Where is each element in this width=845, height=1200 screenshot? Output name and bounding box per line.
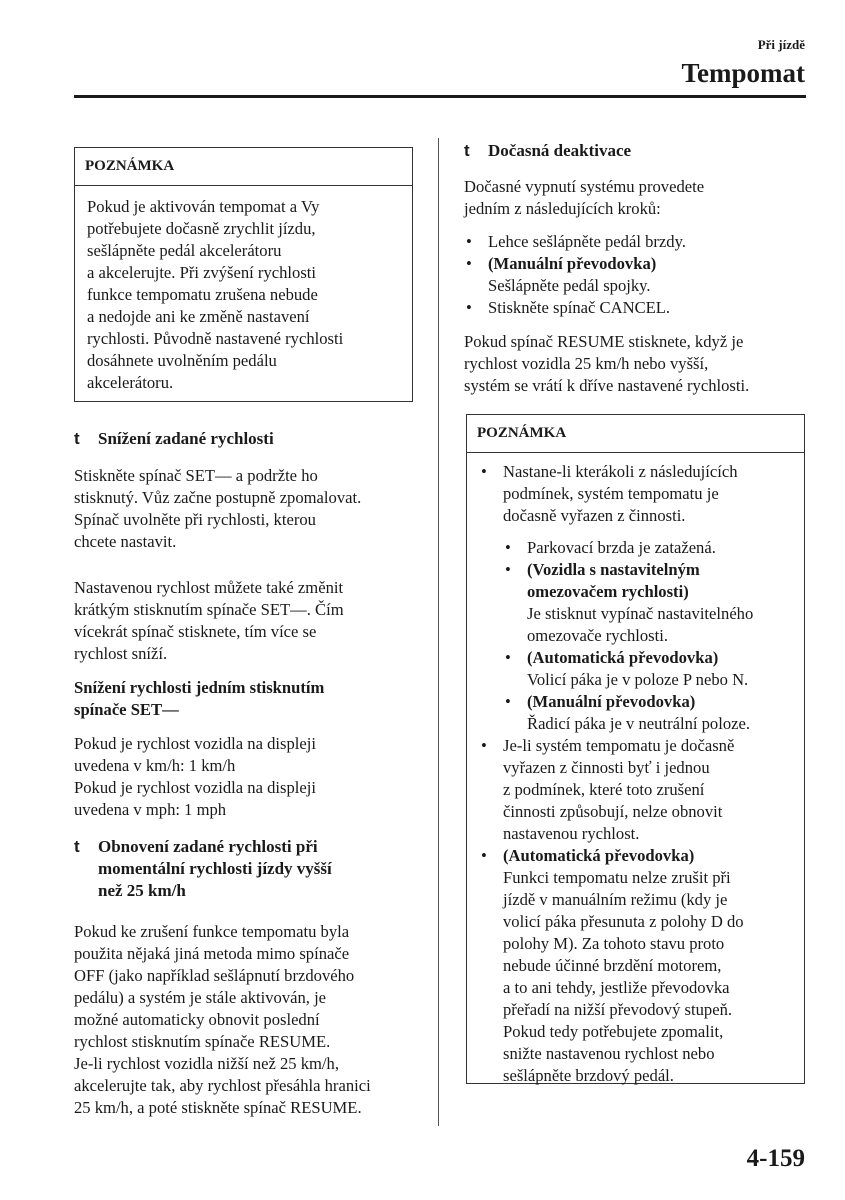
note-line: rychlosti. Původně nastavené rychlosti	[87, 329, 344, 348]
subheading: Snížení rychlosti jedním stisknutím spínače SET—	[74, 678, 325, 719]
note-heading: POZNÁMKA	[467, 415, 804, 453]
list-item: • Stiskněte spínač CANCEL.	[464, 297, 806, 319]
list-item: • (Manuální převodovka) Sešlápněte pedál spojky.	[464, 253, 806, 297]
list-item: • Parkovací brzda je zatažená.	[503, 537, 792, 559]
note-box-2	[466, 414, 805, 1084]
paragraph: Stiskněte spínač SET— a podržte ho stisknutý. Vůz začne postupně zpomalovat. Spínač uvolněte při rychlosti, kterou chcete nastavit.	[74, 466, 362, 551]
section-header: Při jízdě	[757, 37, 805, 52]
section-heading-deactivation: t Dočasná deaktivace	[464, 141, 632, 160]
note-line: funkce tempomatu zrušena nebude	[87, 285, 318, 304]
bullet-marker-icon: t	[464, 141, 470, 160]
header-rule	[74, 95, 806, 98]
note-line: a akcelerujte. Při zvýšení rychlosti	[87, 263, 317, 282]
bullet-marker-icon: t	[74, 429, 80, 448]
list-item: • Nastane-li kterákoli z následujících podmínek, systém tempomatu je dočasně vyřazen z činnosti. • Parkovací brzda je zatažená. • (Vozidla s nastavitelným omezovačem rychlosti) Je stisknut vypínač nastavitelného omezovače rychlosti. • (Automatická převodovka) Volicí páka je v poloze P nebo N. • (Manuální převodovka) Řadicí páka je v neutrální poloze.	[479, 461, 792, 735]
note-line: sešlápněte pedál akcelerátoru	[87, 241, 282, 260]
note-line: dosáhnete uvolněním pedálu	[87, 351, 277, 370]
paragraph: Pokud spínač RESUME stisknete, když je rychlost vozidla 25 km/h nebo vyšší, systém se vrátí k dříve nastavené rychlosti.	[464, 332, 750, 395]
page-title: Tempomat	[681, 58, 805, 88]
paragraph: Pokud ke zrušení funkce tempomatu byla použita nějaká jiná metoda mimo spínače OFF (jako například sešlápnutí brzdového pedálu) a systém je stále aktivován, je možné automaticky obnovit poslední rychlost stisknutím spínače RESUME. Je-li rychlost vozidla nižší než 25 km/h, akcelerujte tak, aby rychlost přesáhla hranici 25 km/h, a poté stiskněte spínač RESUME.	[74, 922, 371, 1117]
page-number: 4-159	[746, 1145, 805, 1172]
list-item: • (Manuální převodovka) Řadicí páka je v neutrální poloze.	[503, 691, 792, 735]
list-item: • (Vozidla s nastavitelným omezovačem rychlosti) Je stisknut vypínač nastavitelného omezovače rychlosti.	[503, 559, 792, 647]
note-box-1	[74, 147, 413, 402]
paragraph: Dočasné vypnutí systému provedete jedním z následujících kroků:	[464, 177, 705, 218]
bullet-marker-icon: t	[74, 837, 80, 856]
paragraph: Nastavenou rychlost můžete také změnit krátkým stisknutím spínače SET—. Čím vícekrát spínač stisknete, tím více se rychlost sníží.	[74, 578, 344, 663]
note-body	[75, 186, 412, 404]
note-line: akcelerátoru.	[87, 373, 174, 392]
list-item: • Lehce sešlápněte pedál brzdy.	[464, 231, 806, 253]
paragraph: Pokud je rychlost vozidla na displeji uvedena v km/h: 1 km/h Pokud je rychlost vozidla na displeji uvedena v mph: 1 mph	[74, 734, 316, 819]
note-line: Pokud je aktivován tempomat a Vy	[87, 197, 320, 216]
section-heading-resume: t Obnovení zadané rychlosti při momentální rychlosti jízdy vyšší než 25 km/h	[74, 837, 332, 900]
note-line: potřebujete dočasně zrychlit jízdu,	[87, 219, 316, 238]
note-body	[467, 453, 804, 1097]
column-divider	[438, 138, 439, 1126]
note-heading: POZNÁMKA	[75, 148, 412, 186]
list-item: • Je-li systém tempomatu je dočasně vyřazen z činnosti byť i jednou z podmínek, které toto zrušení činnosti způsobují, nelze obnovit nastavenou rychlost.	[479, 735, 792, 845]
section-heading-speed-decrease: t Snížení zadané rychlosti	[74, 429, 274, 448]
list-item: • (Automatická převodovka) Funkci tempomatu nelze zrušit při jízdě v manuálním režimu (kdy je volicí páka přesunuta z polohy D do polohy M). Za tohoto stavu proto nebude účinné brzdění motorem, a to ani tehdy, jestliže převodovka přeřadí na nižší převodový stupeň. Pokud tedy potřebujete zpomalit, snižte nastavenou rychlost nebo sešlápněte brzdový pedál.	[479, 845, 792, 1087]
list-item: • (Automatická převodovka) Volicí páka je v poloze P nebo N.	[503, 647, 792, 691]
bullet-list	[464, 231, 806, 319]
note-line: a nedojde ani ke změně nastavení	[87, 307, 310, 326]
